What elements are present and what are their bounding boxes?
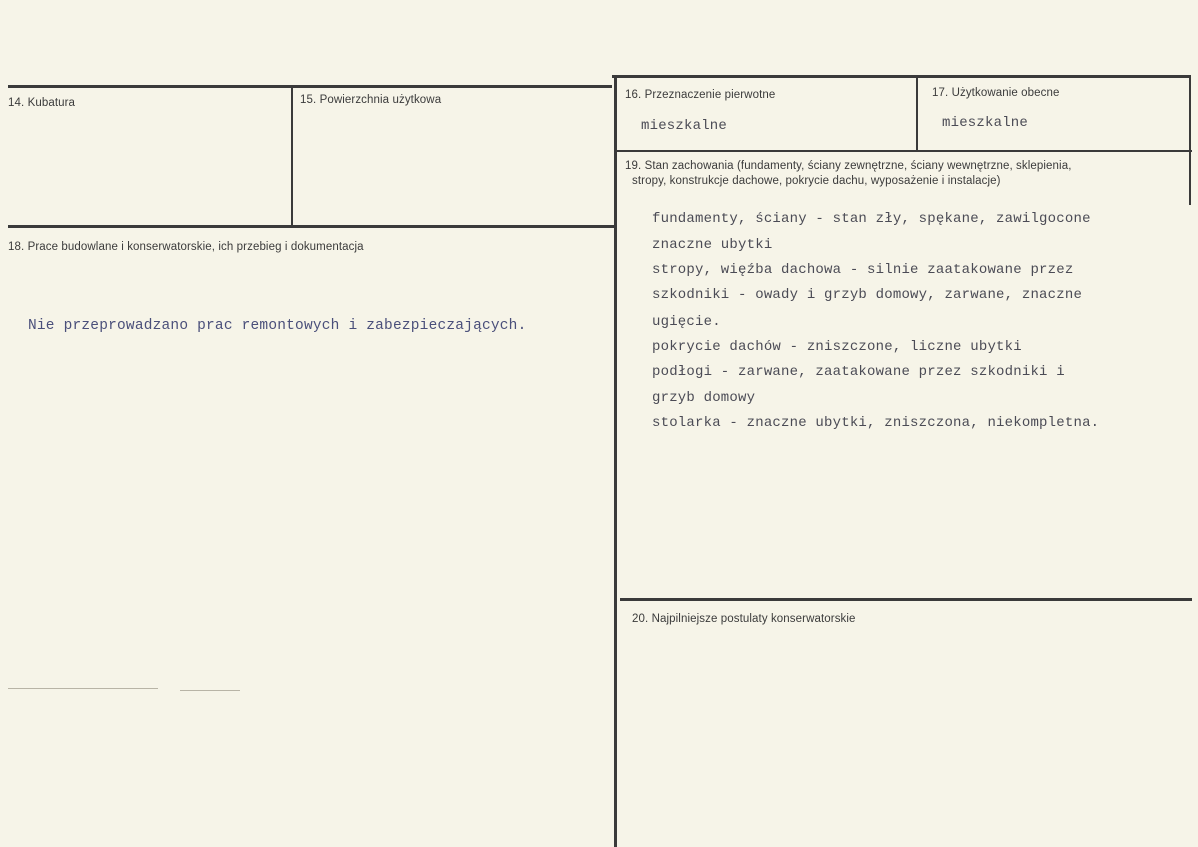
field-15-label: 15. Powierzchnia użytkowa [300,94,442,106]
top-rule-right [612,75,1190,78]
condition-line: ugięcie. [652,314,721,330]
field-17-value: mieszkalne [942,115,1029,131]
condition-line: fundamenty, ściany - stan zły, spękane, zawilgocone [652,211,1091,227]
condition-line: znaczne ubytki [652,237,773,253]
paper-mark [8,688,158,689]
paper-mark [180,690,240,691]
field-19-label-line1: 19. Stan zachowania (fundamenty, ściany zewnętrzne, ściany wewnętrzne, sklepienia, [625,160,1072,172]
condition-line: stropy, więźba dachowa - silnie zaatakowane przez [652,262,1074,278]
rule-below-16-17 [616,150,1192,152]
divider-14-15 [291,86,293,227]
field-19-label-line2: stropy, konstrukcje dachowe, pokrycie dachu, wyposażenie i instalacje) [632,175,1001,187]
field-14-label: 14. Kubatura [8,97,76,109]
rule-below-14-15 [8,225,616,228]
condition-line: grzyb domowy [652,390,756,406]
divider-center [614,76,617,847]
divider-16-17 [916,76,918,151]
field-16-value: mieszkalne [641,118,728,134]
condition-line: szkodniki - owady i grzyb domowy, zarwane, znaczne [652,287,1083,303]
field-17-label: 17. Użytkowanie obecne [932,87,1060,99]
field-18-label: 18. Prace budowlane i konserwatorskie, ich przebieg i dokumentacja [8,241,364,253]
field-20-label: 20. Najpilniejsze postulaty konserwatorskie [632,613,856,625]
condition-line: stolarka - znaczne ubytki, zniszczona, niekompletna. [652,415,1100,431]
rule-above-20 [620,598,1192,601]
condition-line: podłogi - zarwane, zaatakowane przez szkodniki i [652,364,1065,380]
field-18-value: Nie przeprowadzano prac remontowych i zabezpieczających. [28,318,527,334]
divider-right [1189,75,1191,205]
field-16-label: 16. Przeznaczenie pierwotne [625,89,776,101]
top-rule [8,85,612,88]
condition-line: pokrycie dachów - zniszczone, liczne ubytki [652,339,1022,355]
